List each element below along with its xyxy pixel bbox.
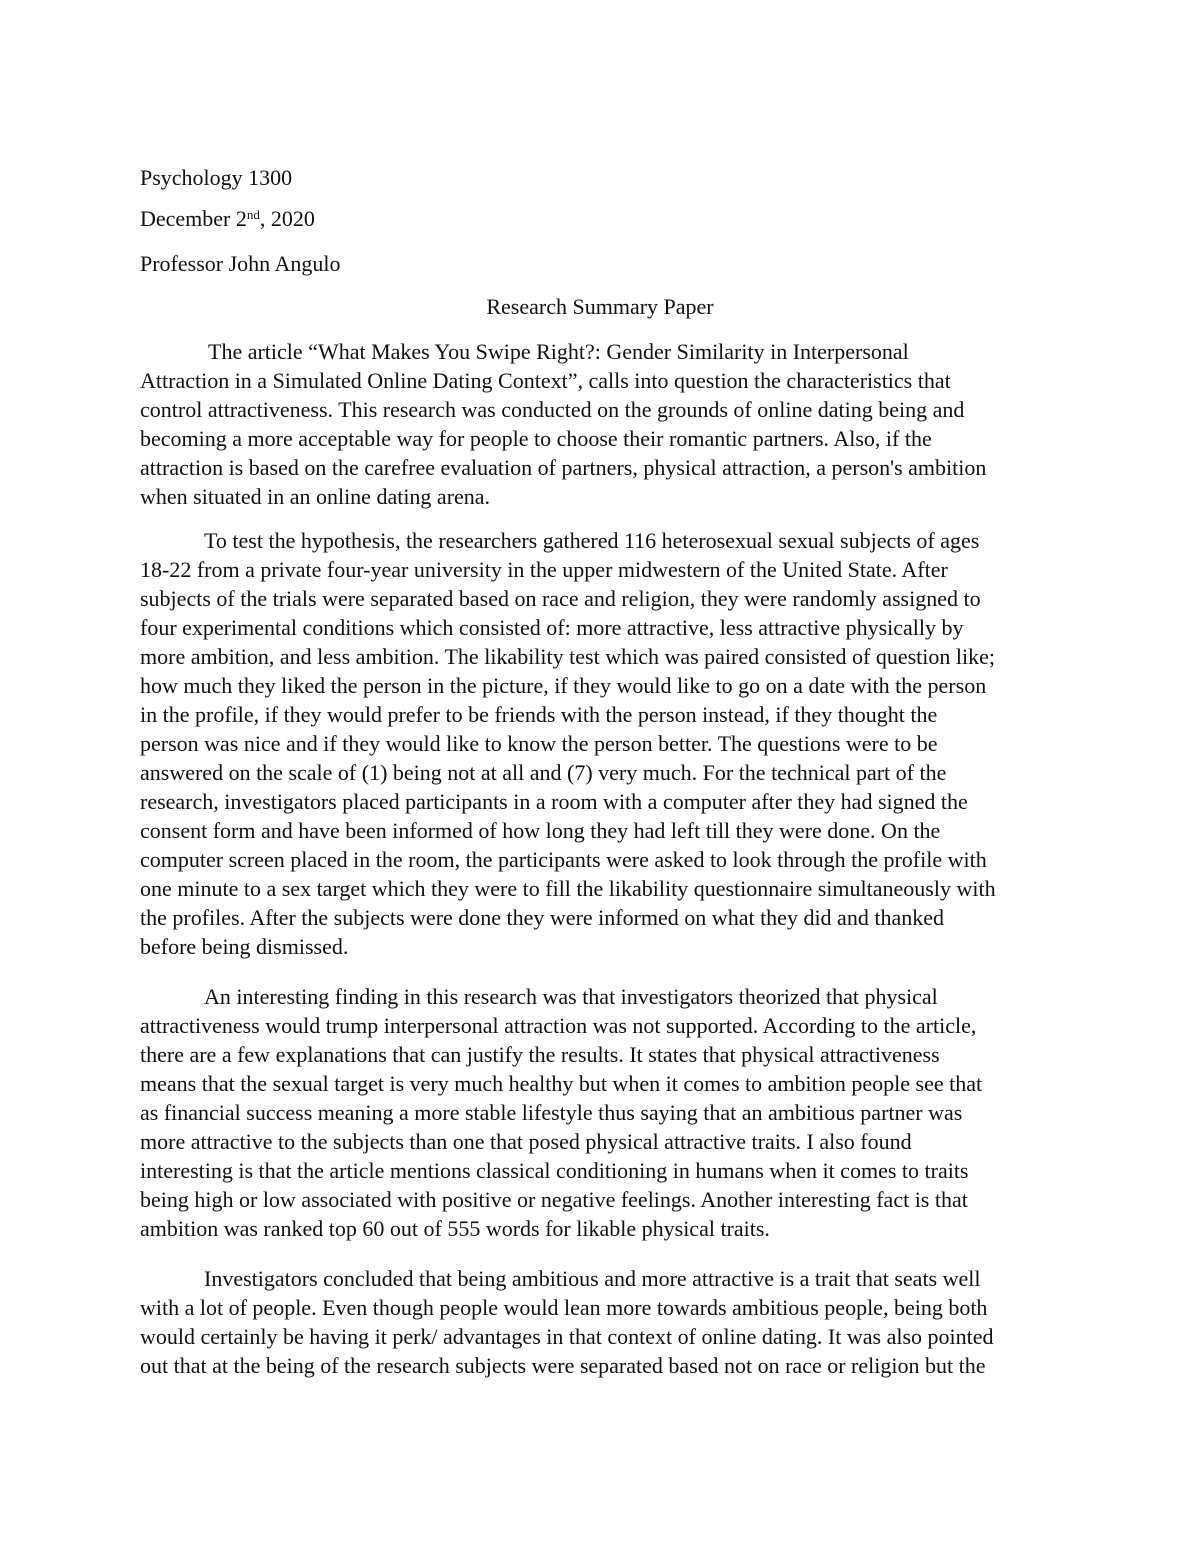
paragraph-4 xyxy=(140,1264,1060,1380)
paragraph-line: ambition was ranked top 60 out of 555 words for likable physical traits. xyxy=(140,1216,770,1241)
paragraph-line: becoming a more acceptable way for people to choose their romantic partners. Also, if the xyxy=(140,426,932,451)
paragraph-line: the profiles. After the subjects were done they were informed on what they did and thanked xyxy=(140,905,944,930)
paragraph-line: consent form and have been informed of how long they had left till they were done. On the xyxy=(140,818,941,843)
paragraph-line: control attractiveness. This research was conducted on the grounds of online dating being and xyxy=(140,397,965,422)
paragraph-1 xyxy=(140,337,1060,511)
paragraph-text xyxy=(140,337,1060,511)
paragraph-text xyxy=(140,526,1060,961)
paragraph-3 xyxy=(140,982,1060,1243)
paragraph-text xyxy=(140,982,1060,1243)
paragraph-line: attraction is based on the carefree evaluation of partners, physical attraction, a person's ambition xyxy=(140,455,987,480)
paragraph-line: would certainly be having it perk/ advantages in that context of online dating. It was also pointed xyxy=(140,1324,994,1349)
paragraph-line: one minute to a sex target which they were to fill the likability questionnaire simultaneously with xyxy=(140,876,996,901)
paragraph-line: person was nice and if they would like to know the person better. The questions were to be xyxy=(140,731,938,756)
paragraph-line: interesting is that the article mentions classical conditioning in humans when it comes to traits xyxy=(140,1158,969,1183)
paragraph-line: more ambition, and less ambition. The likability test which was paired consisted of question like; xyxy=(140,644,995,669)
paragraph-line: computer screen placed in the room, the participants were asked to look through the profile with xyxy=(140,847,987,872)
paragraph-line: Investigators concluded that being ambitious and more attractive is a trait that seats well xyxy=(204,1266,981,1291)
paragraph-line: there are a few explanations that can justify the results. It states that physical attractiveness xyxy=(140,1042,940,1067)
paragraph-line: Attraction in a Simulated Online Dating Context”, calls into question the characteristics that xyxy=(140,368,951,393)
paragraph-line: out that at the being of the research subjects were separated based not on race or religion but the xyxy=(140,1353,986,1378)
paragraph-line: attractiveness would trump interpersonal attraction was not supported. According to the article, xyxy=(140,1013,977,1038)
date-ordinal-suffix: nd xyxy=(246,207,260,222)
page-title: Research Summary Paper xyxy=(486,294,714,319)
paragraph-line: answered on the scale of (1) being not at all and (7) very much. For the technical part of the xyxy=(140,760,947,785)
date-suffix: , 2020 xyxy=(259,206,315,231)
paragraph-line: more attractive to the subjects than one that posed physical attractive traits. I also found xyxy=(140,1129,912,1154)
paragraph-line: in the profile, if they would prefer to be friends with the person instead, if they thought the xyxy=(140,702,938,727)
paragraph-line: The article “What Makes You Swipe Right?: Gender Similarity in Interpersonal xyxy=(208,339,909,364)
paragraph-line: research, investigators placed participants in a room with a computer after they had signed the xyxy=(140,789,968,814)
date-prefix: December 2 xyxy=(140,206,247,231)
paragraph-line: before being dismissed. xyxy=(140,934,349,959)
paragraph-text xyxy=(140,1264,1060,1380)
course-line: Psychology 1300 xyxy=(140,165,293,190)
date-line xyxy=(140,205,315,233)
paragraph-line: 18-22 from a private four-year university in the upper midwestern of the United State. After xyxy=(140,557,948,582)
paragraph-2 xyxy=(140,526,1060,961)
paragraph-line: means that the sexual target is very much healthy but when it comes to ambition people see that xyxy=(140,1071,983,1096)
paragraph-line: with a lot of people. Even though people would lean more towards ambitious people, being both xyxy=(140,1295,988,1320)
paragraph-line: as financial success meaning a more stable lifestyle thus saying that an ambitious partner was xyxy=(140,1100,963,1125)
paragraph-line: four experimental conditions which consisted of: more attractive, less attractive physically by xyxy=(140,615,964,640)
paragraph-line: how much they liked the person in the picture, if they would like to go on a date with the person xyxy=(140,673,987,698)
paragraph-line: An interesting finding in this research was that investigators theorized that physical xyxy=(204,984,938,1009)
paragraph-line: subjects of the trials were separated based on race and religion, they were randomly assigned to xyxy=(140,586,981,611)
paragraph-line: being high or low associated with positive or negative feelings. Another interesting fact is that xyxy=(140,1187,968,1212)
professor-line: Professor John Angulo xyxy=(140,251,341,276)
paragraph-line: To test the hypothesis, the researchers gathered 116 heterosexual sexual subjects of ages xyxy=(204,528,980,553)
paragraph-line: when situated in an online dating arena. xyxy=(140,484,491,509)
